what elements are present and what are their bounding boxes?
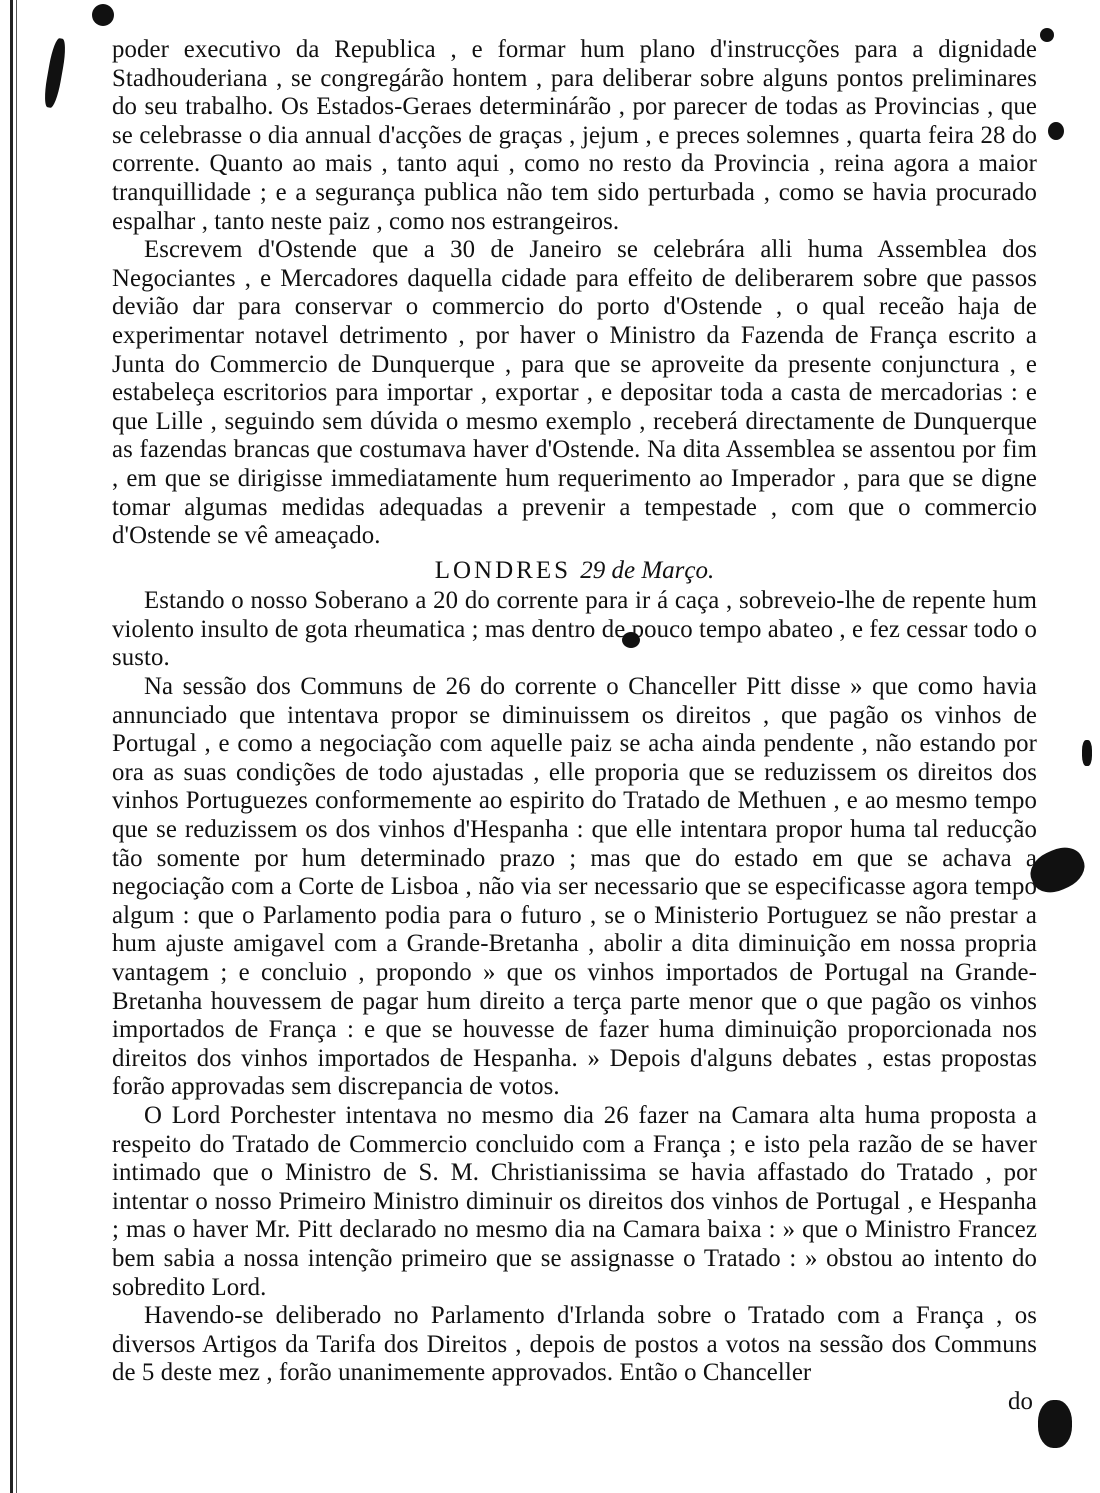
catchword: do [1008, 1387, 1033, 1415]
ink-blot [42, 37, 68, 108]
ink-blot [1048, 122, 1064, 140]
ink-blot [1040, 28, 1054, 42]
article-body [112, 36, 1037, 1417]
dateline-heading [112, 557, 1037, 586]
article-paragraph: Havendo-se deliberado no Parlamento d'Irlanda sobre o Tratado com a França , os diversos Artigos da Tarifa dos Direitos , depois de postos a votos na sessão dos Communs de 5 deste mez , forão unanimemente approvados. Então o Chanceller [112, 1302, 1037, 1387]
dateline-city: LONDRES [434, 556, 572, 584]
article-paragraph: poder executivo da Republica , e formar hum plano d'instrucções para a dignidade Stadhouderiana , se congregárão hontem , para deliberar sobre alguns pontos preliminares do seu trabalho. Os Estados-Geraes determinárão , por parecer de todas as Provincias , que se celebrasse o dia annual d'acções de graças , jejum , e preces solemnes , quarta feira 28 do corrente. Quanto ao mais , tanto aqui , como no resto da Provincia , reina agora a maior tranquillidade ; e a segurança publica não tem sido perturbada , como se havia procurado espalhar , tanto neste paiz , como nos estrangeiros. [112, 36, 1037, 235]
ink-blot [1082, 740, 1092, 766]
article-paragraph: Na sessão dos Communs de 26 do corrente o Chanceller Pitt disse » que como havia annunciado que intentava propor se diminuissem os direitos , que pagão os vinhos de Portugal , e como a negociação com aquelle paiz se acha ainda pendente , não estando por ora as suas condições de todo ajustadas , elle proporia que se reduzissem os direitos dos vinhos Portuguezes conformemente ao espirito do Tratado de Methuen , e ao mesmo tempo que se reduzissem os dos vinhos d'Hespanha : que elle intentara propor huma tal reducção tão somente por hum determinado prazo ; mas que do estado em que se achava a negociação com a Corte de Lisboa , não via ser necessario que se especificasse agora tempo algum : que o Parlamento podia para o futuro , se o Ministerio Portuguez se não prestar a hum ajuste amigavel com a Grande-Bretanha , abolir a dita diminuição em nossa propria vantagem ; e concluio , propondo » que os vinhos importados de Portugal na Grande-Bretanha houvessem de pagar hum direito a terça parte menor que o que pagão os vinhos importados de França : e que se houvesse de fazer huma diminuição proporcionada nos direitos dos vinhos importados de Hespanha. » Depois d'alguns debates , estas propostas forão approvadas sem discrepancia de votos. [112, 673, 1037, 1101]
dateline-date: 29 de Março. [580, 556, 715, 584]
article-paragraph: Estando o nosso Soberano a 20 do corrente para ir á caça , sobreveio-lhe de repente hum violento insulto de gota rheumatica ; mas dentro de pouco tempo abateo , e fez cessar todo o susto. [112, 587, 1038, 672]
article-paragraph: O Lord Porchester intentava no mesmo dia 26 fazer na Camara alta huma proposta a respeito do Tratado de Commercio concluido com a França ; e isto pela razão de se haver intimado que o Ministro de S. M. Christianissima se havia affastado do Tratado , por intentar o nosso Primeiro Ministro diminuir os direitos dos vinhos de Portugal , e Hespanha ; mas o haver Mr. Pitt declarado no mesmo dia na Camara baixa : » que o Ministro Francez bem sabia a nossa intenção primeiro que se assignasse o Tratado : » obstou ao intento do sobredito Lord. [112, 1101, 1037, 1301]
ink-blot [1038, 1400, 1072, 1448]
page-binding-edge [10, 0, 13, 1493]
ink-blot [92, 4, 114, 26]
page-binding-line [16, 0, 17, 1493]
article-paragraph: Escrevem d'Ostende que a 30 de Janeiro se celebrára alli huma Assemblea dos Negociantes , e Mercadores daquella cidade para effeito de deliberarem sobre que passos devião dar para conservar o commercio do porto d'Ostende , o qual receão haja de experimentar notavel detrimento , por haver o Ministro da Fazenda de França escrito a Junta do Commercio de Dunquerque , para que se aproveite da presente conjunctura , e estabeleça escritorios para importar , exportar , e depositar toda a casta de mercadorias : e que Lille , seguindo sem dúvida o mesmo exemplo , receberá directamente de Dunquerque as fazendas brancas que costumava haver d'Ostende. Na dita Assemblea se assentou por fim , em que se dirigisse immediatamente hum requerimento ao Imperador , para que se digne tomar algumas medidas adequadas a prevenir a tempestade , com que o commercio d'Ostende se vê ameaçado. [112, 236, 1037, 550]
